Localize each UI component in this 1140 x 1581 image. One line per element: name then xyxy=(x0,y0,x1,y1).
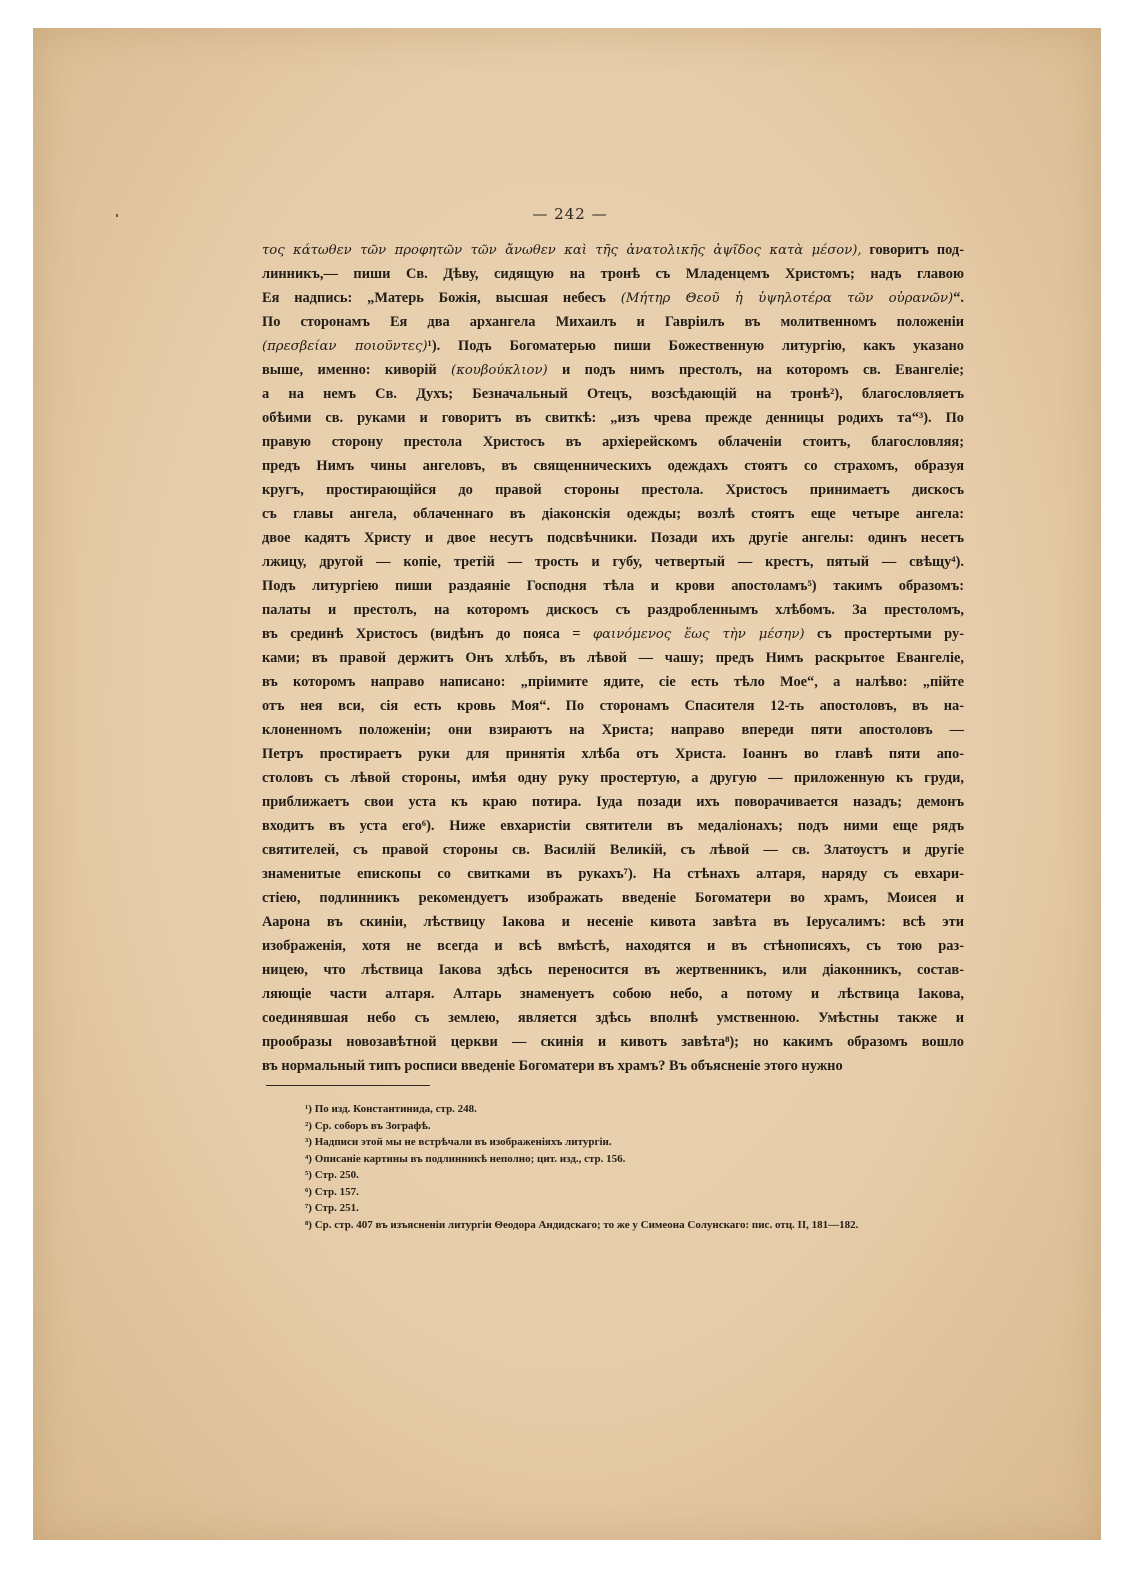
text-line xyxy=(262,646,964,670)
line-text: клоненномъ положеніи; они взираютъ на Христа; направо впереди пяти апостоловъ — xyxy=(262,722,964,738)
line-text: отъ нея вси, сія есть кровь Моя“. По сторонамъ Спасителя 12-ть апостоловъ, въ на- xyxy=(262,698,964,714)
page-number: — 242 — xyxy=(532,205,608,223)
line-text: и подъ нимъ престолъ, на которомъ св. Евангеліе; xyxy=(547,362,964,378)
greek-quote: τος κάτωθεν τῶν προφητῶν τῶν ἄνωθεν καὶ τῆς ἀνατολικῆς ἀψῖδος κατὰ μέσον), xyxy=(262,243,862,258)
greek-quote: (πρεσβείαν ποιοῦντες) xyxy=(262,339,428,354)
line-text: кругъ, простирающійся до правой стороны престола. Христосъ принимаетъ дискосъ xyxy=(262,482,964,498)
text-line xyxy=(262,838,964,862)
line-text: ¹). Подъ Богоматерью пиши Божественную литургію, какъ указано xyxy=(427,338,964,354)
footnote: ⁷) Стр. 251. xyxy=(305,1202,359,1214)
footnote-separator xyxy=(266,1085,430,1086)
line-text: правую сторону престола Христосъ въ архіерейскомъ облаченіи стоитъ, благословляя; xyxy=(262,434,964,450)
line-text: а на немъ Св. Духъ; Безначальный Отецъ, возсѣдающій на тронѣ²), благословляетъ xyxy=(262,386,964,402)
line-text: двое кадятъ Христу и двое несутъ подсвѣчники. Позади ихъ другіе ангелы: одинъ несетъ xyxy=(262,530,964,546)
line-text: съ главы ангела, облаченнаго въ діаконскія одежды; возлѣ стоятъ еще четыре ангела: xyxy=(262,506,964,522)
text-line xyxy=(262,886,964,910)
line-text: линникъ,— пиши Св. Дѣву, сидящую на тронѣ съ Младенцемъ Христомъ; надъ главою xyxy=(262,266,964,282)
text-line xyxy=(262,694,964,718)
text-line xyxy=(262,1030,964,1054)
footnote: ²) Ср. соборъ въ Зографѣ. xyxy=(305,1119,431,1132)
text-line xyxy=(262,262,964,286)
text-line xyxy=(262,718,964,742)
line-text: ляющіе части алтаря. Алтарь знаменуетъ собою небо, а потому и лѣствица Іакова, xyxy=(262,986,964,1002)
text-line xyxy=(262,814,964,838)
line-text: входитъ въ уста его⁶). Ниже евхаристіи святители въ медаліонахъ; подъ ними еще рядъ xyxy=(262,818,964,834)
line-text: Подъ литургіею пиши раздаяніе Господня тѣла и крови апостоламъ⁵) такимъ образомъ: xyxy=(262,578,964,594)
text-line xyxy=(262,502,964,526)
text-line xyxy=(262,958,964,982)
line-text: “. xyxy=(953,290,964,306)
text-line xyxy=(262,478,964,502)
footnotes xyxy=(305,1101,985,1233)
text-line xyxy=(262,406,964,430)
text-line xyxy=(262,670,964,694)
line-text: изображенія, хотя не всегда и всѣ вмѣстѣ, находятся и въ стѣнописяхъ, съ тою раз- xyxy=(262,938,964,954)
line-text: въ нормальный типъ росписи введеніе Богоматери въ храмъ? Въ объясненіе этого нужно xyxy=(262,1058,843,1074)
text-line xyxy=(262,622,964,646)
footnote: ¹) По изд. Константинида, стр. 248. xyxy=(305,1103,477,1115)
footnote: ³) Надписи этой мы не встрѣчали въ изображеніяхъ литургіи. xyxy=(305,1136,612,1148)
text-line xyxy=(262,1054,964,1078)
footnote: ⁴) Описаніе картины въ подлинникѣ неполно; цит. изд., стр. 156. xyxy=(305,1152,626,1165)
line-text: столовъ съ лѣвой стороны, имѣя одну руку простертую, а другую — приложенную къ груди, xyxy=(262,770,964,786)
line-text: Аарона въ скиніи, лѣствицу Іакова и несеніе кивота завѣта въ Іерусалимъ: всѣ эти xyxy=(262,914,964,930)
text-line xyxy=(262,934,964,958)
text-line xyxy=(262,358,964,382)
greek-quote: φαινόμενος ἕως τὴν μέσην) xyxy=(592,627,805,642)
line-text: въ которомъ направо написано: „пріимите ядите, сіе есть тѣло Мое“, а налѣво: „пійте xyxy=(262,674,964,690)
text-line xyxy=(262,742,964,766)
text-line xyxy=(262,1006,964,1030)
text-line xyxy=(262,382,964,406)
text-line xyxy=(262,574,964,598)
line-text: предъ Нимъ чины ангеловъ, въ священническихъ одеждахъ стоятъ со страхомъ, образуя xyxy=(262,458,964,474)
line-text: приближаетъ свои уста къ краю потира. Іуда позади ихъ поворачивается назадъ; демонъ xyxy=(262,794,964,810)
line-text: обѣими св. руками и говоритъ въ свиткѣ: „изъ чрева прежде денницы родихъ та“³). По xyxy=(262,410,964,426)
text-line xyxy=(262,454,964,478)
line-text: лжицу, другой — копіе, третій — трость и губу, четвертый — крестъ, пятый — свѣщу⁴). xyxy=(262,554,964,570)
text-line xyxy=(262,910,964,934)
text-line xyxy=(262,334,964,358)
line-text: соединявшая небо съ землею, является здѣсь вполнѣ умственною. Умѣстны также и xyxy=(262,1010,964,1026)
text-line xyxy=(262,766,964,790)
greek-quote: (κουβούκλιον) xyxy=(451,363,548,378)
line-text: Петръ простираетъ руки для принятія хлѣба отъ Христа. Іоаннъ во главѣ пяти апо- xyxy=(262,746,964,762)
text-line xyxy=(262,598,964,622)
line-text: ками; въ правой держитъ Онъ хлѣбъ, въ лѣвой — чашу; предъ Нимъ раскрытое Евангеліе, xyxy=(262,650,964,666)
text-line xyxy=(262,526,964,550)
line-text: съ простертыми ру- xyxy=(804,626,964,642)
line-text: Ея надпись: „Матерь Божія, высшая небесъ xyxy=(262,290,621,306)
line-text: прообразы новозавѣтной церкви — скинія и кивотъ завѣта⁸); но какимъ образомъ вошло xyxy=(262,1034,964,1050)
line-text: По сторонамъ Ея два архангела Михаилъ и Гавріилъ въ молитвенномъ положеніи xyxy=(262,314,964,330)
footnote: ⁶) Стр. 157. xyxy=(305,1185,359,1198)
line-text: выше, именно: киворій xyxy=(262,362,452,378)
greek-quote: (Μήτηρ Θεοῦ ἡ ὑψηλοτέρα τῶν οὐρανῶν) xyxy=(620,291,954,306)
line-text: стіею, подлинникъ рекомендуетъ изображать введеніе Богоматери во храмъ, Моисея и xyxy=(262,890,964,906)
text-line xyxy=(262,238,964,262)
text-line xyxy=(262,982,964,1006)
footnote: ⁵) Стр. 250. xyxy=(305,1169,359,1181)
text-line xyxy=(262,310,964,334)
body-paragraph xyxy=(262,238,964,1078)
line-text: знаменитые епископы со свитками въ рукахъ⁷). На стѣнахъ алтаря, наряду съ евхари- xyxy=(262,866,964,882)
line-text: говоритъ под- xyxy=(861,242,964,258)
text-line xyxy=(262,430,964,454)
line-text: святителей, съ правой стороны св. Василій Великій, съ лѣвой — св. Златоустъ и другіе xyxy=(262,842,964,858)
text-line xyxy=(262,862,964,886)
text-line xyxy=(262,550,964,574)
footnote: ⁸) Ср. стр. 407 въ изъясненіи литургіи Θеодора Андидскаго; то же у Симеона Солунскаго: пис. отц. II, 181—182. xyxy=(305,1218,859,1231)
line-text: въ срединѣ Христосъ (видѣнъ до пояса = xyxy=(262,626,593,642)
line-text: палаты и престолъ, на которомъ дискосъ съ раздробленнымъ хлѣбомъ. За престоломъ, xyxy=(262,602,964,618)
text-line xyxy=(262,790,964,814)
text-line xyxy=(262,286,964,310)
line-text: ницею, что лѣствица Іакова здѣсь переносится въ жертвенникъ, или діаконникъ, состав- xyxy=(262,962,964,978)
